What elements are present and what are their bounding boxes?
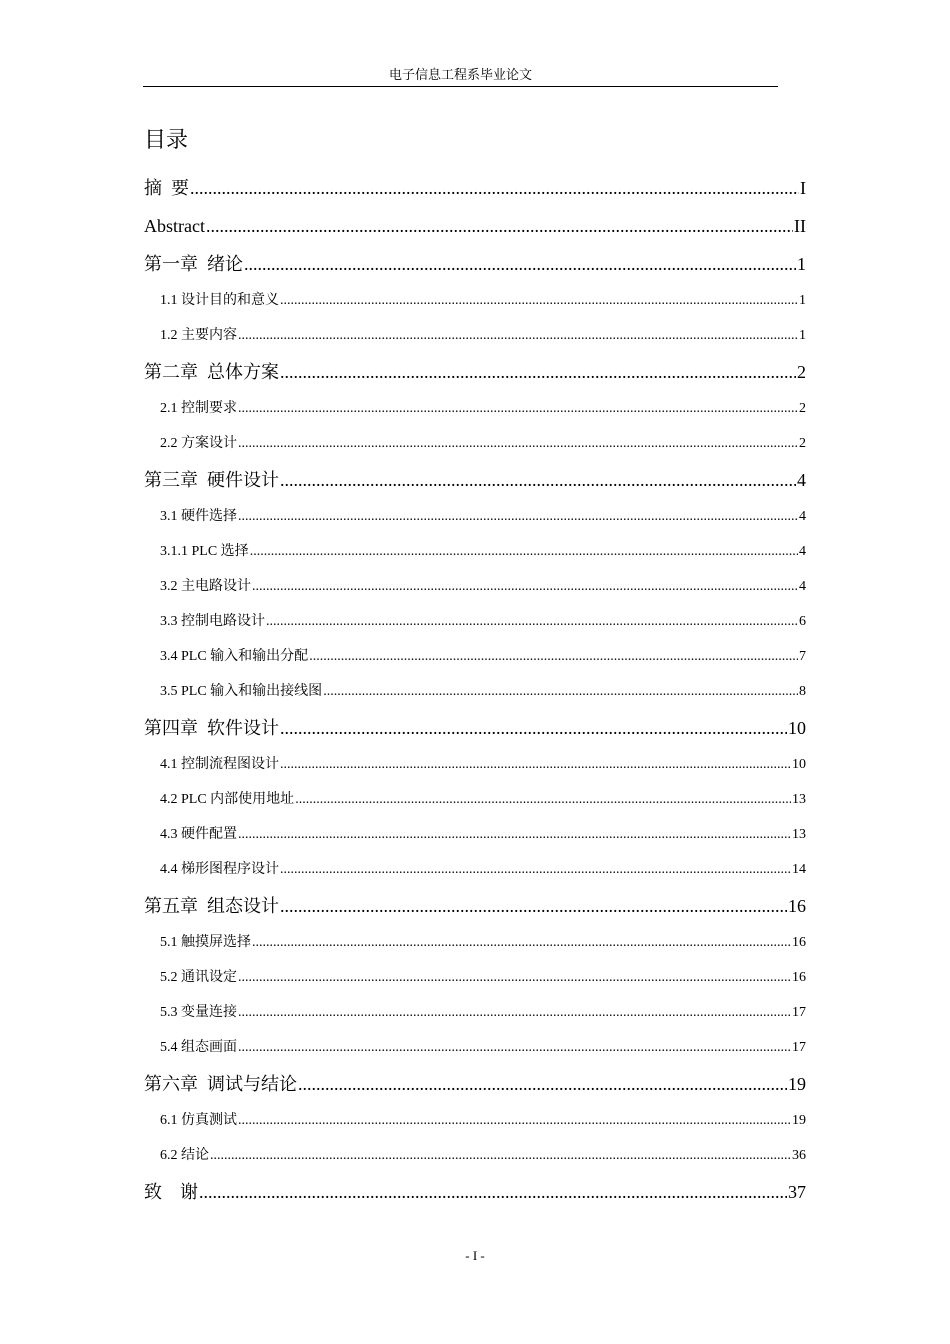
toc-entry-page-number: 4: [797, 470, 806, 490]
toc-entry-label: 第四章 软件设计: [144, 718, 279, 738]
toc-entry-section[interactable]: [144, 925, 806, 960]
toc-entry-section[interactable]: [144, 817, 806, 852]
toc-entry-section[interactable]: [144, 674, 806, 709]
toc-dot-leader: [244, 245, 796, 283]
toc-entry-label: 1.1 设计目的和意义: [160, 293, 279, 308]
toc-entry-label: 4.3 硬件配置: [160, 827, 237, 842]
toc-entry-section[interactable]: [144, 747, 806, 782]
toc-entry-label: 第二章 总体方案: [144, 362, 279, 382]
toc-entry-chapter[interactable]: [144, 709, 806, 747]
toc-dot-leader: [206, 207, 793, 245]
toc-entry-chapter[interactable]: [144, 1173, 806, 1211]
toc-dot-leader: [199, 1173, 787, 1211]
page-number: - I -: [465, 1248, 485, 1263]
toc-entry-section[interactable]: [144, 852, 806, 887]
toc-entry-chapter[interactable]: [144, 207, 806, 245]
toc-entry-section[interactable]: [144, 604, 806, 639]
toc-dot-leader: [298, 1065, 787, 1103]
toc-entry-page-number: 10: [788, 718, 806, 738]
toc-entry-section[interactable]: [144, 1030, 806, 1065]
toc-entry-page-number: 7: [799, 649, 806, 664]
toc-entry-section[interactable]: [144, 499, 806, 534]
toc-entry-label: 2.2 方案设计: [160, 436, 237, 451]
toc-entry-label: 3.4 PLC 输入和输出分配: [160, 649, 309, 664]
toc-entry-label: 3.5 PLC 输入和输出接线图: [160, 684, 323, 699]
toc-entry-label: 3.3 控制电路设计: [160, 614, 265, 629]
toc-entry-page-number: 1: [799, 328, 806, 343]
toc-entry-section[interactable]: [144, 1103, 806, 1138]
toc-entry-page-number: 19: [788, 1074, 806, 1094]
toc-entry-page-number: II: [794, 216, 806, 236]
toc-entry-chapter[interactable]: [144, 887, 806, 925]
toc-dot-leader: [280, 283, 798, 318]
toc-dot-leader: [250, 534, 798, 569]
toc-entry-page-number: 10: [792, 757, 806, 772]
toc-entry-section[interactable]: [144, 1138, 806, 1173]
toc-entry-label: 致 谢: [144, 1182, 198, 1202]
toc-entry-label: 3.2 主电路设计: [160, 579, 251, 594]
toc-entry-page-number: 37: [788, 1182, 806, 1202]
toc-dot-leader: [323, 674, 798, 709]
toc-dot-leader: [190, 169, 799, 207]
page-header: 电子信息工程系毕业论文: [143, 66, 778, 87]
toc-entry-page-number: 13: [792, 827, 806, 842]
toc-dot-leader: [252, 569, 798, 604]
toc-dot-leader: [295, 782, 791, 817]
toc-entry-page-number: 19: [792, 1113, 806, 1128]
toc-dot-leader: [309, 639, 798, 674]
toc-entry-label: 3.1 硬件选择: [160, 509, 237, 524]
toc-entry-section[interactable]: [144, 283, 806, 318]
toc-dot-leader: [280, 461, 796, 499]
toc-entry-page-number: 2: [799, 401, 806, 416]
toc-entry-label: 摘 要: [144, 178, 189, 198]
toc-dot-leader: [280, 887, 787, 925]
toc-entry-page-number: 4: [799, 509, 806, 524]
toc-dot-leader: [238, 1030, 791, 1065]
toc-entry-label: 2.1 控制要求: [160, 401, 237, 416]
toc-entry-label: 5.2 通讯设定: [160, 970, 237, 985]
toc-entry-page-number: 6: [799, 614, 806, 629]
toc-entry-page-number: 14: [792, 862, 806, 877]
toc-dot-leader: [238, 391, 798, 426]
toc-entry-page-number: 2: [799, 436, 806, 451]
toc-entry-chapter[interactable]: [144, 245, 806, 283]
toc-entry-label: 3.1.1 PLC 选择: [160, 544, 249, 559]
toc-entry-label: 第三章 硬件设计: [144, 470, 279, 490]
toc-entry-label: 4.1 控制流程图设计: [160, 757, 279, 772]
toc-entry-chapter[interactable]: [144, 1065, 806, 1103]
toc-entry-section[interactable]: [144, 639, 806, 674]
toc-entry-label: 4.4 梯形图程序设计: [160, 862, 279, 877]
toc-dot-leader: [252, 925, 791, 960]
toc-entry-section[interactable]: [144, 960, 806, 995]
toc-entry-label: 第五章 组态设计: [144, 896, 279, 916]
toc-dot-leader: [280, 747, 791, 782]
toc-dot-leader: [280, 852, 791, 887]
toc-dot-leader: [210, 1138, 791, 1173]
toc-entry-page-number: 1: [799, 293, 806, 308]
toc-entry-page-number: 2: [797, 362, 806, 382]
toc-entry-page-number: 36: [792, 1148, 806, 1163]
toc-entry-page-number: I: [800, 178, 806, 198]
toc-dot-leader: [238, 1103, 791, 1138]
toc-entry-section[interactable]: [144, 782, 806, 817]
toc-dot-leader: [238, 995, 791, 1030]
toc-entry-section[interactable]: [144, 569, 806, 604]
toc-entry-page-number: 1: [797, 254, 806, 274]
toc-entry-label: 6.2 结论: [160, 1148, 209, 1163]
toc-entry-chapter[interactable]: [144, 353, 806, 391]
toc-dot-leader: [238, 426, 798, 461]
toc-entry-chapter[interactable]: [144, 169, 806, 207]
toc-entry-label: 6.1 仿真测试: [160, 1113, 237, 1128]
toc-dot-leader: [238, 817, 791, 852]
toc-dot-leader: [280, 709, 787, 747]
toc-entry-label: 第一章 绪论: [144, 254, 243, 274]
toc-entry-page-number: 4: [799, 579, 806, 594]
toc-dot-leader: [238, 499, 798, 534]
toc-entry-page-number: 16: [792, 935, 806, 950]
toc-entry-chapter[interactable]: [144, 461, 806, 499]
toc-entry-page-number: 13: [792, 792, 806, 807]
toc-entry-label: 5.4 组态画面: [160, 1040, 237, 1055]
toc-entry-label: 5.1 触摸屏选择: [160, 935, 251, 950]
toc-dot-leader: [238, 960, 791, 995]
toc-entry-page-number: 16: [792, 970, 806, 985]
toc-entry-section[interactable]: [144, 995, 806, 1030]
toc-entry-label: Abstract: [144, 216, 205, 236]
toc-entry-label: 4.2 PLC 内部使用地址: [160, 792, 295, 807]
toc-entry-label: 5.3 变量连接: [160, 1005, 237, 1020]
toc-entry-page-number: 8: [799, 684, 806, 699]
toc-entry-section[interactable]: [144, 391, 806, 426]
toc-entry-page-number: 4: [799, 544, 806, 559]
toc-dot-leader: [280, 353, 796, 391]
toc-title: 目录: [144, 128, 189, 153]
toc-entry-label: 1.2 主要内容: [160, 328, 237, 343]
toc-entry-page-number: 17: [792, 1040, 806, 1055]
toc-entry-page-number: 16: [788, 896, 806, 916]
table-of-contents: [144, 169, 806, 1211]
toc-dot-leader: [238, 318, 798, 353]
toc-entry-page-number: 17: [792, 1005, 806, 1020]
toc-entry-section[interactable]: [144, 318, 806, 353]
toc-dot-leader: [266, 604, 798, 639]
toc-entry-section[interactable]: [144, 534, 806, 569]
toc-entry-label: 第六章 调试与结论: [144, 1074, 297, 1094]
toc-entry-section[interactable]: [144, 426, 806, 461]
